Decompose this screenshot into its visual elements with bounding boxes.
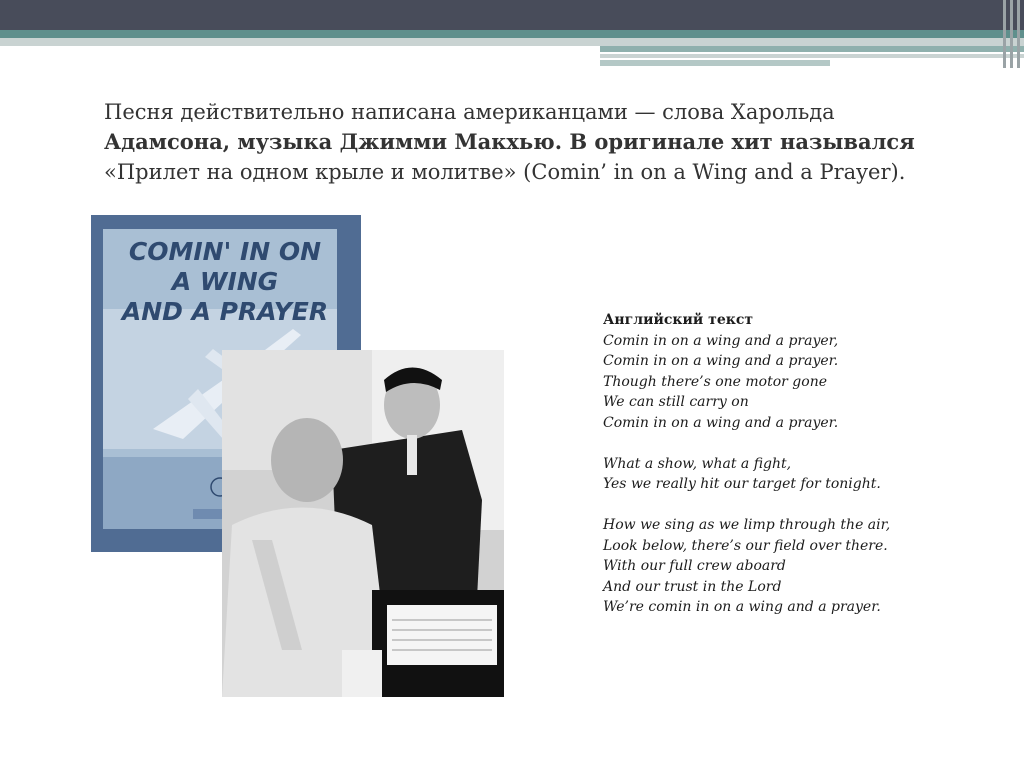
- lyrics-line: Comin in on a wing and a prayer.: [603, 353, 839, 369]
- header-edge-line: [1010, 0, 1013, 68]
- intro-text: «Прилет на одном крыле и молитве» (Comin’ in on a Wing and a Prayer).: [104, 160, 906, 184]
- intro-text: Песня действительно написана американцами — слова Харольда: [104, 100, 835, 124]
- intro-text-bold: Адамсона, музыка Джимми Макхью. В оригинале хит назывался: [104, 129, 915, 154]
- lyrics-title: Английский текст: [603, 312, 754, 328]
- header-band: [0, 0, 1024, 30]
- sheet-title-line: COMIN' IN ON A WING: [128, 237, 322, 296]
- lyrics-line: Though there’s one motor gone: [603, 373, 827, 390]
- header-edge-line: [1017, 0, 1020, 68]
- sheet-title-line: AND A PRAYER: [121, 297, 329, 326]
- header-stripe: [0, 30, 1024, 38]
- lyrics-line: We can still carry on: [603, 394, 749, 410]
- composers-photo: [222, 350, 504, 697]
- sheet-music-title: [115, 237, 335, 327]
- stanza-gap: [603, 495, 983, 516]
- intro-paragraph: [104, 97, 964, 187]
- stanza-gap: [603, 433, 983, 454]
- lyrics-line: Look below, there’s our field over there.: [603, 537, 888, 554]
- lyrics-line: With our full crew aboard: [603, 558, 786, 574]
- lyrics-line: And our trust in the Lord: [603, 578, 782, 595]
- lyrics-line: What a show, what a fight,: [603, 455, 792, 472]
- header-stripe: [600, 60, 830, 66]
- header-stripe: [600, 46, 1024, 52]
- lyrics-line: Comin in on a wing and a prayer,: [603, 332, 839, 349]
- lyrics-line: We’re comin in on a wing and a prayer.: [603, 599, 881, 615]
- header-edge-line: [1003, 0, 1006, 68]
- composers-photo-illustration: [222, 350, 504, 697]
- lyrics-block: [603, 310, 983, 618]
- lyrics-line: Comin in on a wing and a prayer.: [603, 414, 839, 431]
- lyrics-line: Yes we really hit our target for tonight.: [603, 476, 881, 492]
- lyrics-line: How we sing as we limp through the air,: [603, 517, 891, 533]
- header-stripe: [600, 54, 1024, 58]
- header-stripe: [0, 38, 1024, 46]
